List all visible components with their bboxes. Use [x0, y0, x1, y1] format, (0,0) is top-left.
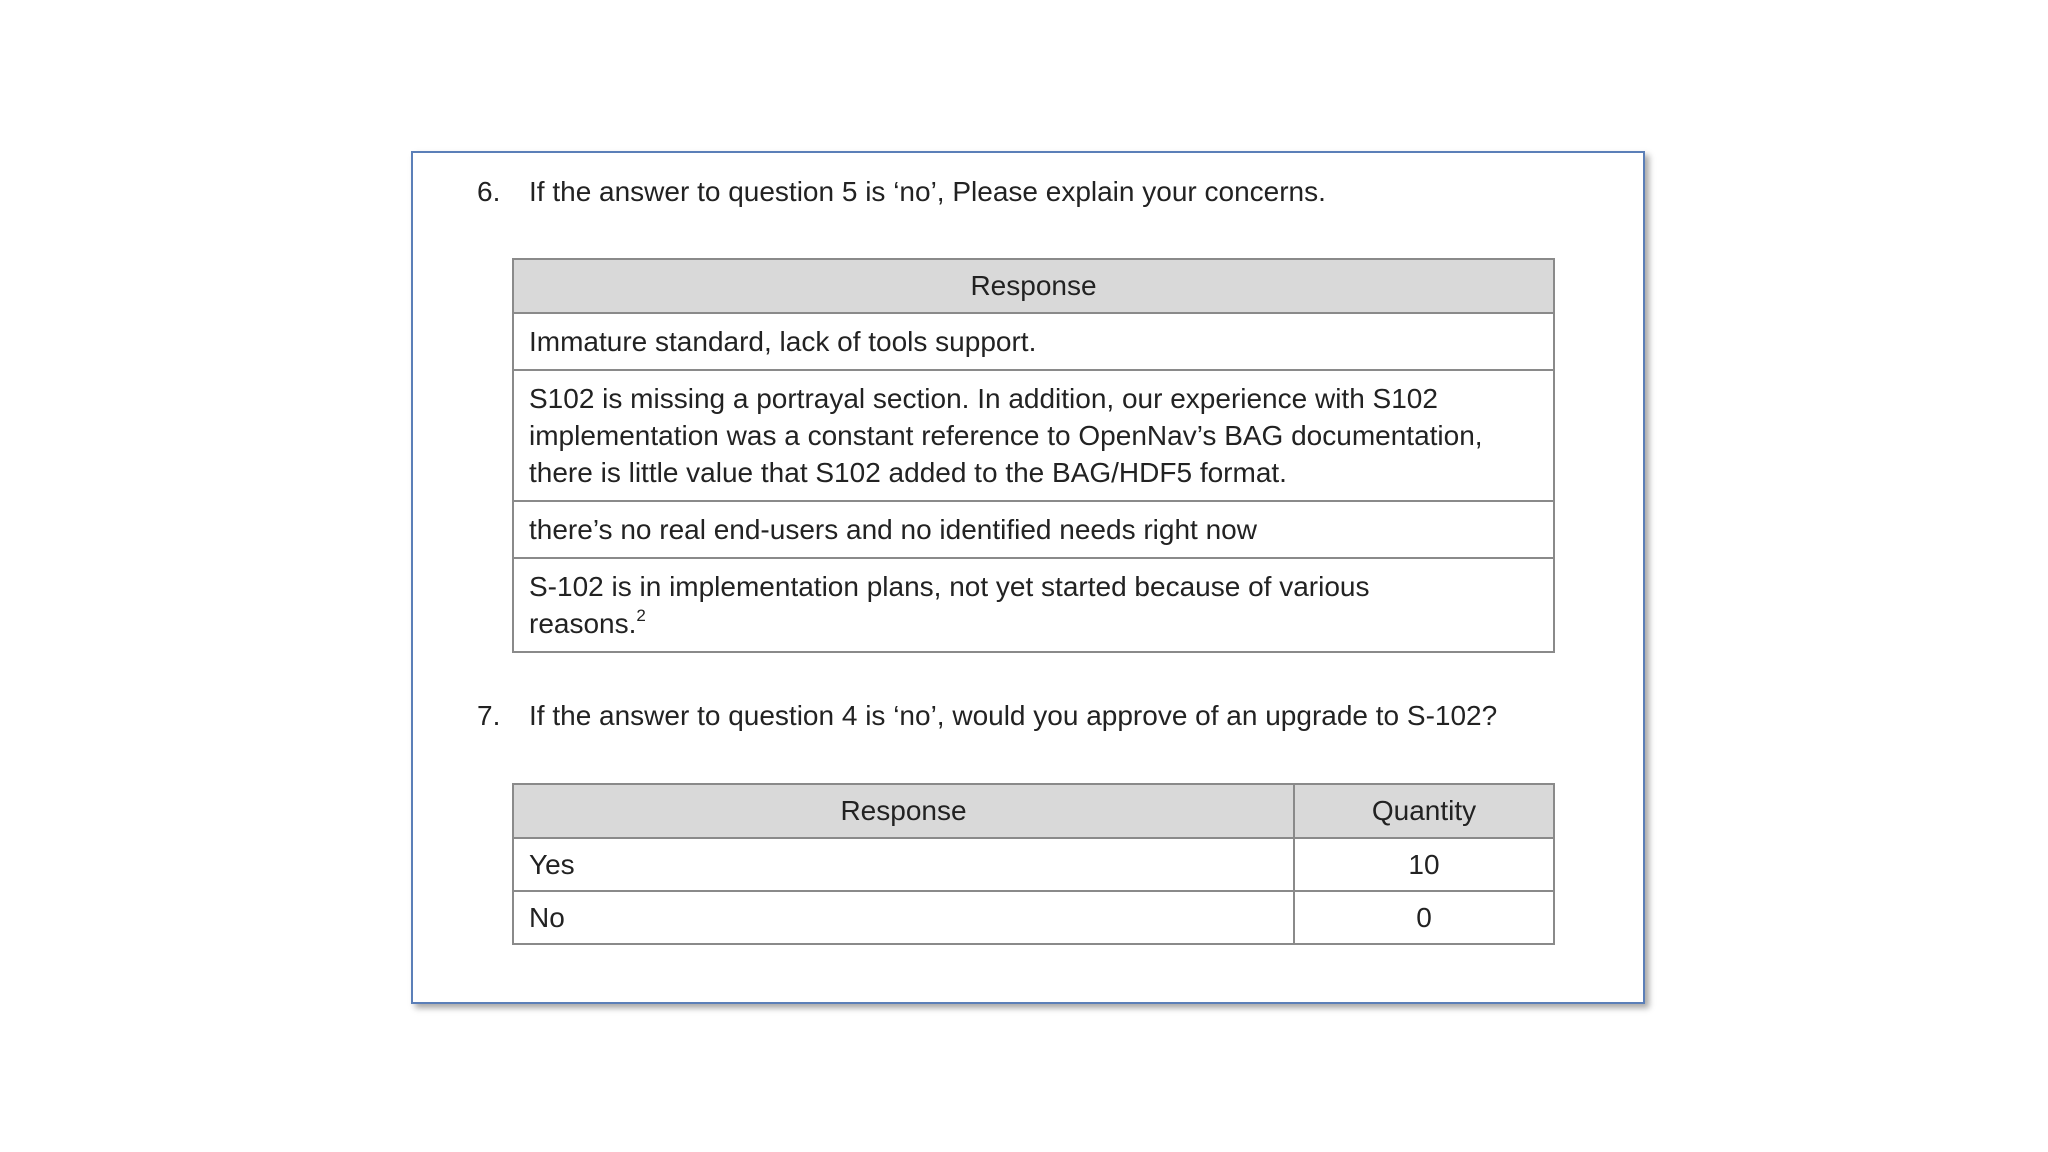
- column-header-quantity: Quantity: [1294, 784, 1554, 838]
- question-number: 7.: [477, 700, 501, 731]
- table-cell: there’s no real end-users and no identified needs right now: [513, 501, 1554, 558]
- quantity-cell: 0: [1294, 891, 1554, 944]
- table-header-row: [513, 259, 1554, 313]
- column-header-response: Response: [513, 259, 1554, 313]
- question-text: If the answer to question 5 is ‘no’, Please explain your concerns.: [529, 176, 1326, 207]
- table-row: [513, 501, 1554, 558]
- column-header-response: Response: [513, 784, 1294, 838]
- table-header-row: [513, 784, 1554, 838]
- question-7: [477, 699, 1497, 733]
- table-cell: Immature standard, lack of tools support.: [513, 313, 1554, 370]
- table-row: [513, 891, 1554, 944]
- responses-table-q7: [512, 783, 1555, 945]
- question-number: 6.: [477, 176, 501, 207]
- table-row: [513, 838, 1554, 891]
- responses-table-q6: [512, 258, 1555, 653]
- response-cell: No: [513, 891, 1294, 944]
- table-row: [513, 370, 1554, 501]
- footnote-marker: 2: [636, 606, 646, 625]
- table-row: [513, 558, 1554, 652]
- question-6: [477, 175, 1326, 209]
- question-text: If the answer to question 4 is ‘no’, would you approve of an upgrade to S-102?: [529, 700, 1498, 731]
- table-cell: S-102 is in implementation plans, not yet started because of various reasons.$^2$: [513, 558, 1554, 652]
- table-cell: S102 is missing a portrayal section. In addition, our experience with S102 implementation was a constant reference to OpenNav’s BAG documentation, there is little value that S102 added to the BAG/HDF5 format.: [513, 370, 1554, 501]
- document-page: [411, 151, 1645, 1004]
- response-cell: Yes: [513, 838, 1294, 891]
- quantity-cell: 10: [1294, 838, 1554, 891]
- table-row: [513, 313, 1554, 370]
